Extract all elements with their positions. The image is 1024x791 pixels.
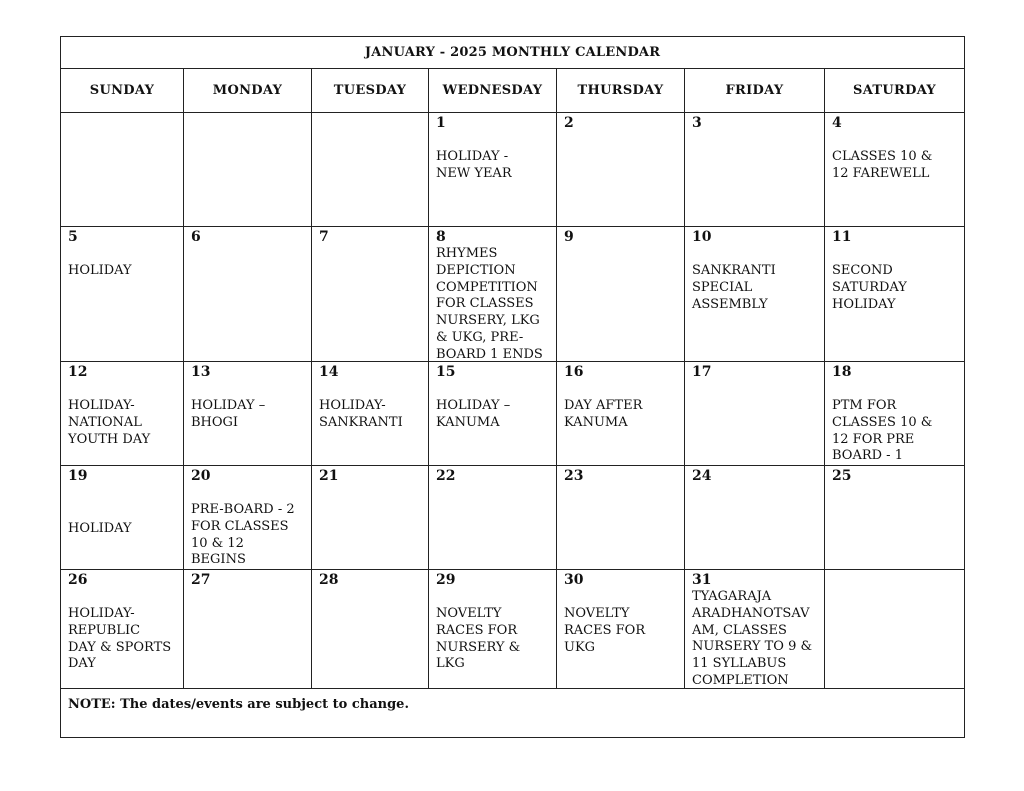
day-number: 18 <box>832 364 852 380</box>
day-number: 21 <box>319 468 339 484</box>
day-event: NOVELTY RACES FOR NURSERY & LKG <box>436 606 521 672</box>
day-event: HOLIDAY – BHOGI <box>191 398 266 430</box>
day-number: 15 <box>436 364 456 380</box>
day-event: SANKRANTI SPECIAL ASSEMBLY <box>692 263 776 312</box>
day-cell <box>312 570 429 689</box>
day-event: HOLIDAY <box>68 263 132 278</box>
day-number: 9 <box>564 229 574 245</box>
day-event: PRE-BOARD - 2 FOR CLASSES 10 & 12 BEGINS <box>191 502 295 568</box>
day-cell <box>61 227 184 362</box>
day-event: HOLIDAY- REPUBLIC DAY & SPORTS DAY <box>68 606 172 672</box>
day-number: 3 <box>692 115 702 131</box>
day-cell <box>825 362 965 466</box>
week-row <box>61 466 965 570</box>
day-number: 31 <box>692 572 712 588</box>
day-event: NOVELTY RACES FOR UKG <box>564 606 646 655</box>
day-cell <box>429 113 557 227</box>
day-event: HOLIDAY- NATIONAL YOUTH DAY <box>68 398 151 447</box>
day-number: 14 <box>319 364 339 380</box>
day-number: 10 <box>692 229 712 245</box>
day-number: 4 <box>832 115 842 131</box>
day-number: 11 <box>832 229 852 245</box>
weekday-header-row <box>61 69 965 113</box>
calendar-note: NOTE: The dates/events are subject to change. <box>61 689 965 738</box>
week-row <box>61 113 965 227</box>
day-cell <box>685 362 825 466</box>
day-cell <box>825 466 965 570</box>
day-cell <box>184 113 312 227</box>
day-number: 16 <box>564 364 584 380</box>
day-number: 22 <box>436 468 456 484</box>
day-number: 25 <box>832 468 852 484</box>
day-cell <box>61 113 184 227</box>
day-number: 28 <box>319 572 339 588</box>
day-cell <box>685 227 825 362</box>
day-cell <box>557 466 685 570</box>
day-cell <box>61 362 184 466</box>
day-cell <box>429 227 557 362</box>
day-number: 30 <box>564 572 584 588</box>
monthly-calendar <box>60 36 965 738</box>
day-event: HOLIDAY - NEW YEAR <box>436 149 512 181</box>
day-cell <box>429 362 557 466</box>
day-cell <box>312 227 429 362</box>
weekday-header-friday: FRIDAY <box>685 69 825 113</box>
day-number: 29 <box>436 572 456 588</box>
day-cell <box>312 362 429 466</box>
weekday-header-wednesday: WEDNESDAY <box>429 69 557 113</box>
day-number: 24 <box>692 468 712 484</box>
day-number: 5 <box>68 229 78 245</box>
weekday-header-tuesday: TUESDAY <box>312 69 429 113</box>
weekday-header-sunday: SUNDAY <box>61 69 184 113</box>
day-cell <box>184 362 312 466</box>
day-cell <box>429 466 557 570</box>
day-event: CLASSES 10 & 12 FAREWELL <box>832 149 933 181</box>
day-number: 6 <box>191 229 201 245</box>
day-cell <box>825 227 965 362</box>
day-cell <box>312 113 429 227</box>
day-event: HOLIDAY- SANKRANTI <box>319 398 403 430</box>
day-cell <box>312 466 429 570</box>
day-number: 12 <box>68 364 88 380</box>
weekday-header-saturday: SATURDAY <box>825 69 965 113</box>
day-cell <box>429 570 557 689</box>
day-cell <box>685 466 825 570</box>
day-event: RHYMES DEPICTION COMPETITION FOR CLASSES NURSERY, LKG & UKG, PRE- BOARD 1 ENDS <box>436 246 543 362</box>
day-cell <box>184 466 312 570</box>
day-number: 19 <box>68 468 88 484</box>
day-number: 8 <box>436 229 446 245</box>
day-cell <box>557 227 685 362</box>
day-cell <box>557 570 685 689</box>
day-cell <box>825 570 965 689</box>
day-number: 13 <box>191 364 211 380</box>
day-event: HOLIDAY <box>68 521 132 536</box>
day-number: 7 <box>319 229 329 245</box>
day-event: HOLIDAY – KANUMA <box>436 398 511 430</box>
day-number: 2 <box>564 115 574 131</box>
week-row <box>61 570 965 689</box>
day-cell <box>557 362 685 466</box>
calendar-title: JANUARY - 2025 MONTHLY CALENDAR <box>61 37 965 69</box>
weekday-header-monday: MONDAY <box>184 69 312 113</box>
weekday-header-thursday: THURSDAY <box>557 69 685 113</box>
day-cell <box>61 570 184 689</box>
day-event: TYAGARAJA ARADHANOTSAV AM, CLASSES NURSERY TO 9 & 11 SYLLABUS COMPLETION <box>692 589 813 688</box>
day-number: 17 <box>692 364 712 380</box>
day-event: SECOND SATURDAY HOLIDAY <box>832 263 907 312</box>
day-cell <box>184 227 312 362</box>
day-number: 20 <box>191 468 211 484</box>
day-cell <box>685 113 825 227</box>
day-event: DAY AFTER KANUMA <box>564 398 643 430</box>
day-number: 1 <box>436 115 446 131</box>
day-cell <box>685 570 825 689</box>
week-row <box>61 227 965 362</box>
day-cell <box>557 113 685 227</box>
day-cell <box>184 570 312 689</box>
day-cell <box>825 113 965 227</box>
day-number: 27 <box>191 572 211 588</box>
day-number: 26 <box>68 572 88 588</box>
week-row <box>61 362 965 466</box>
day-cell <box>61 466 184 570</box>
day-event: PTM FOR CLASSES 10 & 12 FOR PRE BOARD - 1 <box>832 398 933 464</box>
day-number: 23 <box>564 468 584 484</box>
